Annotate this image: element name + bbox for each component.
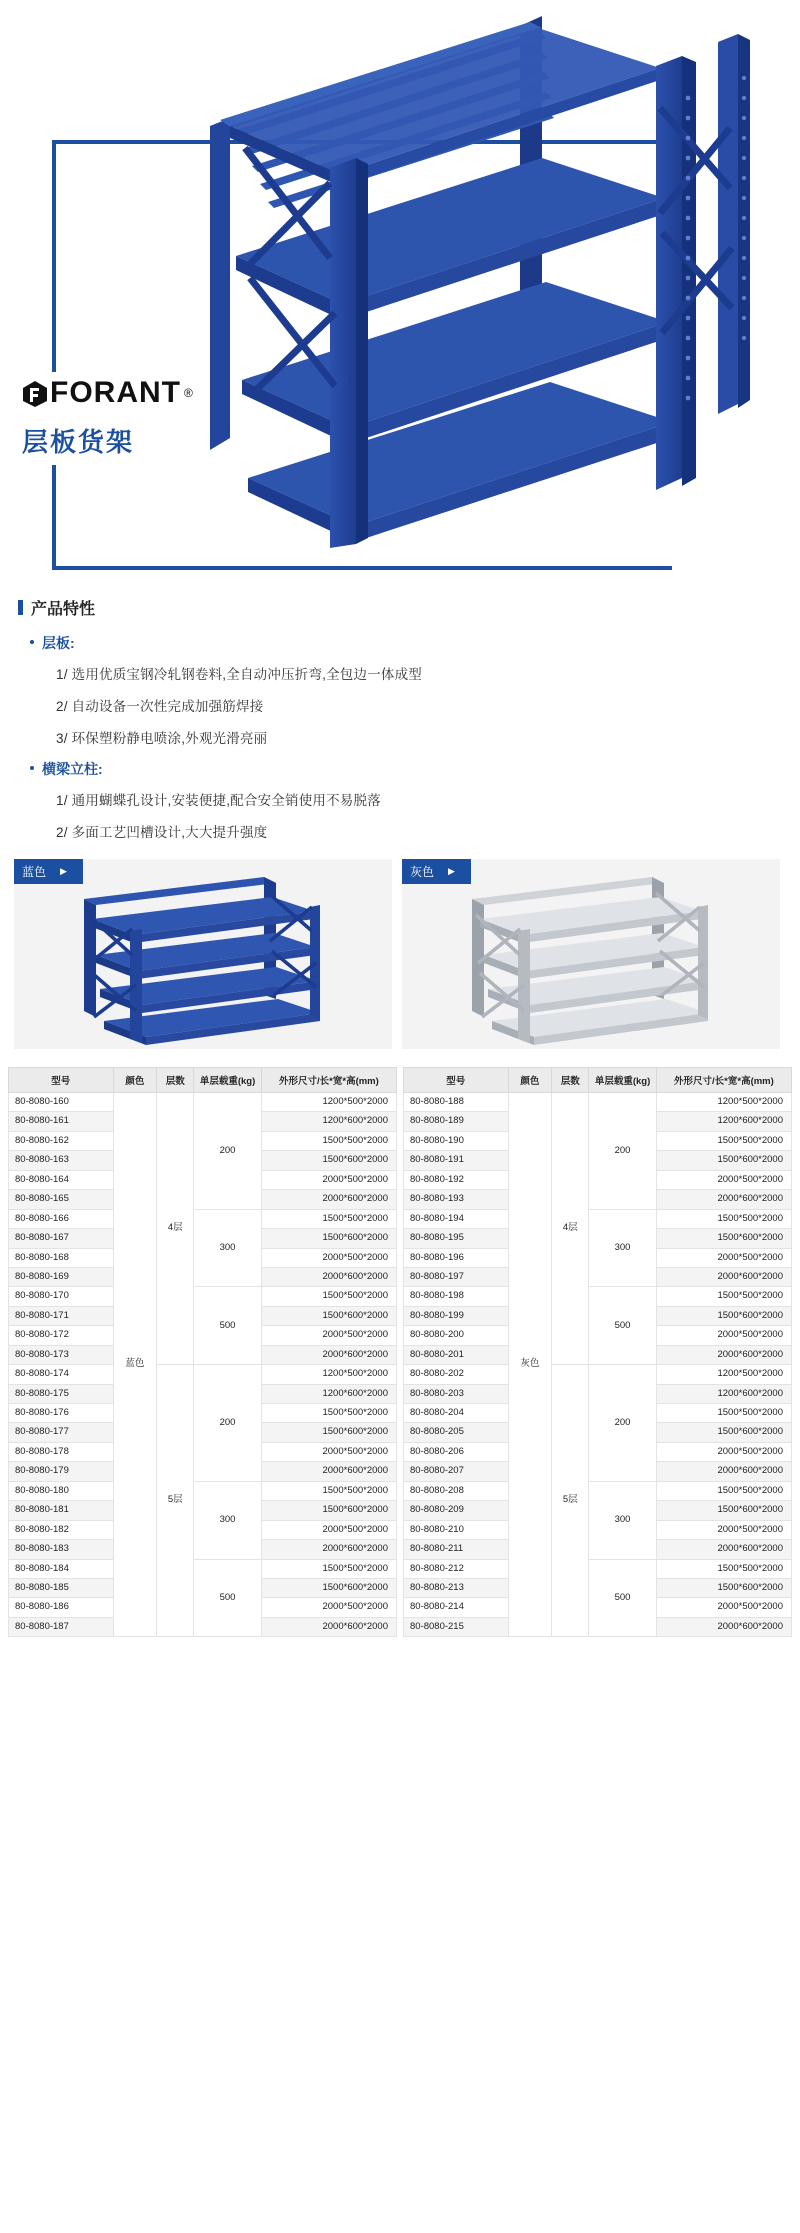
spec-tables <box>0 1059 800 1651</box>
spec-table-gray <box>403 1067 792 1637</box>
cell-dimensions: 2000*600*2000 <box>261 1462 396 1481</box>
cell-dimensions: 1200*600*2000 <box>656 1384 791 1403</box>
cell-model: 80-8080-204 <box>404 1404 509 1423</box>
cell-model: 80-8080-193 <box>404 1190 509 1209</box>
cell-load: 500 <box>194 1559 262 1637</box>
cell-layers: 4层 <box>157 1093 194 1365</box>
cell-load: 300 <box>194 1481 262 1559</box>
th-layers: 层数 <box>157 1068 194 1093</box>
features-heading-label: 产品特性 <box>31 601 96 618</box>
cell-dimensions: 1200*600*2000 <box>261 1384 396 1403</box>
cell-load: 300 <box>589 1209 657 1287</box>
cell-model: 80-8080-186 <box>9 1598 114 1617</box>
cell-model: 80-8080-212 <box>404 1559 509 1578</box>
spec-table-blue <box>8 1067 397 1637</box>
cell-dimensions: 1500*600*2000 <box>261 1151 396 1170</box>
cell-model: 80-8080-201 <box>404 1345 509 1364</box>
arrow-right-icon: ▶ <box>60 866 67 876</box>
cell-dimensions: 2000*600*2000 <box>261 1540 396 1559</box>
cell-model: 80-8080-183 <box>9 1540 114 1559</box>
cell-dimensions: 1500*500*2000 <box>261 1481 396 1500</box>
table-header-row <box>404 1068 792 1093</box>
cell-dimensions: 1500*600*2000 <box>261 1229 396 1248</box>
brand-logo <box>22 376 194 410</box>
table-row <box>404 1209 792 1228</box>
features-section <box>0 596 800 841</box>
blue-shelf-image <box>14 859 392 1049</box>
cell-model: 80-8080-213 <box>404 1578 509 1597</box>
feature-item: 3/ 环保塑粉静电喷涂,外观光滑亮丽 <box>56 731 268 746</box>
cell-dimensions: 2000*500*2000 <box>261 1598 396 1617</box>
cell-load: 500 <box>194 1287 262 1365</box>
cell-dimensions: 2000*500*2000 <box>656 1170 791 1189</box>
cell-dimensions: 2000*600*2000 <box>261 1267 396 1286</box>
cell-model: 80-8080-195 <box>404 1229 509 1248</box>
cell-dimensions: 1500*600*2000 <box>656 1423 791 1442</box>
cell-dimensions: 2000*500*2000 <box>656 1248 791 1267</box>
th-model: 型号 <box>404 1068 509 1093</box>
cell-model: 80-8080-178 <box>9 1442 114 1461</box>
th-color: 颜色 <box>508 1068 552 1093</box>
th-dimensions: 外形尺寸/长*宽*高(mm) <box>261 1068 396 1093</box>
cell-layers: 5层 <box>157 1365 194 1637</box>
brand-block <box>18 372 204 465</box>
cell-dimensions: 1500*500*2000 <box>656 1559 791 1578</box>
cell-dimensions: 2000*500*2000 <box>656 1520 791 1539</box>
cell-model: 80-8080-203 <box>404 1384 509 1403</box>
registered-mark: ® <box>183 386 194 400</box>
table-row <box>9 1209 397 1228</box>
feature-group-beam-column <box>30 759 782 841</box>
cell-model: 80-8080-160 <box>9 1093 114 1112</box>
cell-dimensions: 1200*500*2000 <box>261 1365 396 1384</box>
cell-dimensions: 1200*500*2000 <box>656 1365 791 1384</box>
cell-load: 200 <box>194 1093 262 1210</box>
brand-name: FORANT <box>50 376 181 409</box>
table-body-blue <box>9 1093 397 1637</box>
table-row <box>9 1287 397 1306</box>
cell-model: 80-8080-208 <box>404 1481 509 1500</box>
table-row <box>9 1481 397 1500</box>
cell-model: 80-8080-182 <box>9 1520 114 1539</box>
cell-model: 80-8080-163 <box>9 1151 114 1170</box>
cell-load: 500 <box>589 1559 657 1637</box>
cell-color: 灰色 <box>508 1093 552 1637</box>
cell-dimensions: 1500*600*2000 <box>261 1501 396 1520</box>
color-tag-label: 蓝色 <box>22 865 47 879</box>
features-heading <box>18 596 782 619</box>
cell-load: 200 <box>589 1365 657 1482</box>
table-row <box>404 1365 792 1384</box>
cell-model: 80-8080-170 <box>9 1287 114 1306</box>
cell-load: 300 <box>194 1209 262 1287</box>
table-body-gray <box>404 1093 792 1637</box>
th-load: 单层载重(kg) <box>194 1068 262 1093</box>
cell-model: 80-8080-206 <box>404 1442 509 1461</box>
cell-model: 80-8080-177 <box>9 1423 114 1442</box>
cell-load: 200 <box>589 1093 657 1210</box>
feature-item: 1/ 选用优质宝钢冷轧钢卷料,全自动冲压折弯,全包边一体成型 <box>56 667 423 682</box>
cell-dimensions: 2000*600*2000 <box>261 1190 396 1209</box>
color-samples <box>0 853 800 1059</box>
cell-model: 80-8080-194 <box>404 1209 509 1228</box>
table-row <box>404 1093 792 1112</box>
table-row <box>9 1365 397 1384</box>
cell-dimensions: 1500*500*2000 <box>261 1131 396 1150</box>
cell-dimensions: 2000*600*2000 <box>656 1617 791 1636</box>
cell-dimensions: 2000*600*2000 <box>261 1345 396 1364</box>
cell-model: 80-8080-190 <box>404 1131 509 1150</box>
cell-dimensions: 2000*500*2000 <box>656 1442 791 1461</box>
product-title: 层板货架 <box>22 427 135 457</box>
cell-dimensions: 2000*600*2000 <box>656 1190 791 1209</box>
gray-shelf-image <box>402 859 780 1049</box>
cell-model: 80-8080-165 <box>9 1190 114 1209</box>
cell-layers: 5层 <box>552 1365 589 1637</box>
color-card-blue[interactable] <box>14 859 392 1049</box>
cell-load: 300 <box>589 1481 657 1559</box>
heading-bar-icon <box>18 600 23 615</box>
cell-model: 80-8080-200 <box>404 1326 509 1345</box>
cell-model: 80-8080-169 <box>9 1267 114 1286</box>
cell-model: 80-8080-188 <box>404 1093 509 1112</box>
cell-dimensions: 1500*500*2000 <box>656 1287 791 1306</box>
th-load: 单层载重(kg) <box>589 1068 657 1093</box>
cell-model: 80-8080-205 <box>404 1423 509 1442</box>
cell-model: 80-8080-180 <box>9 1481 114 1500</box>
cell-model: 80-8080-174 <box>9 1365 114 1384</box>
cell-model: 80-8080-211 <box>404 1540 509 1559</box>
cell-dimensions: 1200*600*2000 <box>261 1112 396 1131</box>
cell-model: 80-8080-173 <box>9 1345 114 1364</box>
cell-model: 80-8080-168 <box>9 1248 114 1267</box>
cell-dimensions: 1500*500*2000 <box>656 1209 791 1228</box>
cell-dimensions: 1500*600*2000 <box>261 1423 396 1442</box>
cell-dimensions: 1200*500*2000 <box>656 1093 791 1112</box>
color-tag-blue <box>14 859 83 884</box>
cell-model: 80-8080-175 <box>9 1384 114 1403</box>
hero-section <box>0 0 800 590</box>
cell-dimensions: 1500*600*2000 <box>656 1306 791 1325</box>
cell-dimensions: 1500*500*2000 <box>656 1481 791 1500</box>
cell-load: 500 <box>589 1287 657 1365</box>
cell-dimensions: 1500*500*2000 <box>261 1209 396 1228</box>
cell-model: 80-8080-166 <box>9 1209 114 1228</box>
bracket-mask <box>0 180 52 540</box>
cell-dimensions: 1500*500*2000 <box>656 1131 791 1150</box>
cell-dimensions: 2000*500*2000 <box>261 1520 396 1539</box>
cell-dimensions: 1500*500*2000 <box>261 1404 396 1423</box>
cell-model: 80-8080-199 <box>404 1306 509 1325</box>
cell-dimensions: 1500*500*2000 <box>261 1287 396 1306</box>
cell-model: 80-8080-202 <box>404 1365 509 1384</box>
cell-dimensions: 2000*500*2000 <box>656 1326 791 1345</box>
cell-model: 80-8080-198 <box>404 1287 509 1306</box>
cell-dimensions: 1500*600*2000 <box>656 1578 791 1597</box>
cell-model: 80-8080-171 <box>9 1306 114 1325</box>
cell-model: 80-8080-210 <box>404 1520 509 1539</box>
cell-dimensions: 1500*500*2000 <box>656 1404 791 1423</box>
table-row <box>9 1093 397 1112</box>
cell-dimensions: 2000*600*2000 <box>261 1617 396 1636</box>
cell-model: 80-8080-214 <box>404 1598 509 1617</box>
cell-model: 80-8080-191 <box>404 1151 509 1170</box>
shelf-product-illustration <box>190 8 770 548</box>
cell-model: 80-8080-185 <box>9 1578 114 1597</box>
cell-model: 80-8080-184 <box>9 1559 114 1578</box>
cell-model: 80-8080-176 <box>9 1404 114 1423</box>
cell-model: 80-8080-161 <box>9 1112 114 1131</box>
cell-dimensions: 2000*500*2000 <box>261 1170 396 1189</box>
feature-group-title: 横梁立柱: <box>30 759 782 779</box>
cell-model: 80-8080-187 <box>9 1617 114 1636</box>
table-header-row <box>9 1068 397 1093</box>
cell-load: 200 <box>194 1365 262 1482</box>
cell-dimensions: 1500*600*2000 <box>656 1229 791 1248</box>
feature-item: 2/ 多面工艺凹槽设计,大大提升强度 <box>56 825 268 840</box>
cell-model: 80-8080-167 <box>9 1229 114 1248</box>
cell-model: 80-8080-164 <box>9 1170 114 1189</box>
cell-dimensions: 1500*600*2000 <box>261 1306 396 1325</box>
th-color: 颜色 <box>113 1068 157 1093</box>
color-card-gray[interactable] <box>402 859 780 1049</box>
cell-dimensions: 1500*500*2000 <box>261 1559 396 1578</box>
feature-group-shelf <box>30 633 782 747</box>
cell-model: 80-8080-207 <box>404 1462 509 1481</box>
cell-dimensions: 1200*500*2000 <box>261 1093 396 1112</box>
cell-dimensions: 2000*600*2000 <box>656 1462 791 1481</box>
cell-model: 80-8080-197 <box>404 1267 509 1286</box>
cell-dimensions: 1500*600*2000 <box>656 1501 791 1520</box>
table-row <box>9 1559 397 1578</box>
cell-model: 80-8080-179 <box>9 1462 114 1481</box>
cell-model: 80-8080-215 <box>404 1617 509 1636</box>
th-model: 型号 <box>9 1068 114 1093</box>
color-tag-label: 灰色 <box>410 865 435 879</box>
th-layers: 层数 <box>552 1068 589 1093</box>
cell-model: 80-8080-196 <box>404 1248 509 1267</box>
hexagon-f-logo-icon <box>22 380 48 406</box>
arrow-right-icon: ▶ <box>448 866 455 876</box>
th-dimensions: 外形尺寸/长*宽*高(mm) <box>656 1068 791 1093</box>
cell-model: 80-8080-192 <box>404 1170 509 1189</box>
cell-model: 80-8080-189 <box>404 1112 509 1131</box>
cell-dimensions: 2000*500*2000 <box>656 1598 791 1617</box>
table-row <box>404 1287 792 1306</box>
cell-color: 蓝色 <box>113 1093 157 1637</box>
cell-model: 80-8080-181 <box>9 1501 114 1520</box>
cell-dimensions: 2000*500*2000 <box>261 1326 396 1345</box>
cell-dimensions: 2000*600*2000 <box>656 1345 791 1364</box>
cell-model: 80-8080-209 <box>404 1501 509 1520</box>
cell-model: 80-8080-162 <box>9 1131 114 1150</box>
table-row <box>404 1481 792 1500</box>
cell-dimensions: 2000*600*2000 <box>656 1540 791 1559</box>
cell-dimensions: 2000*500*2000 <box>261 1248 396 1267</box>
table-row <box>404 1559 792 1578</box>
cell-dimensions: 2000*500*2000 <box>261 1442 396 1461</box>
color-tag-gray <box>402 859 471 884</box>
cell-dimensions: 1200*600*2000 <box>656 1112 791 1131</box>
cell-model: 80-8080-172 <box>9 1326 114 1345</box>
cell-dimensions: 1500*600*2000 <box>261 1578 396 1597</box>
cell-dimensions: 2000*600*2000 <box>656 1267 791 1286</box>
feature-item: 2/ 自动设备一次性完成加强筋焊接 <box>56 699 264 714</box>
cell-dimensions: 1500*600*2000 <box>656 1151 791 1170</box>
feature-group-title: 层板: <box>30 633 782 653</box>
feature-item: 1/ 通用蝴蝶孔设计,安装便捷,配合安全销使用不易脱落 <box>56 793 381 808</box>
cell-layers: 4层 <box>552 1093 589 1365</box>
